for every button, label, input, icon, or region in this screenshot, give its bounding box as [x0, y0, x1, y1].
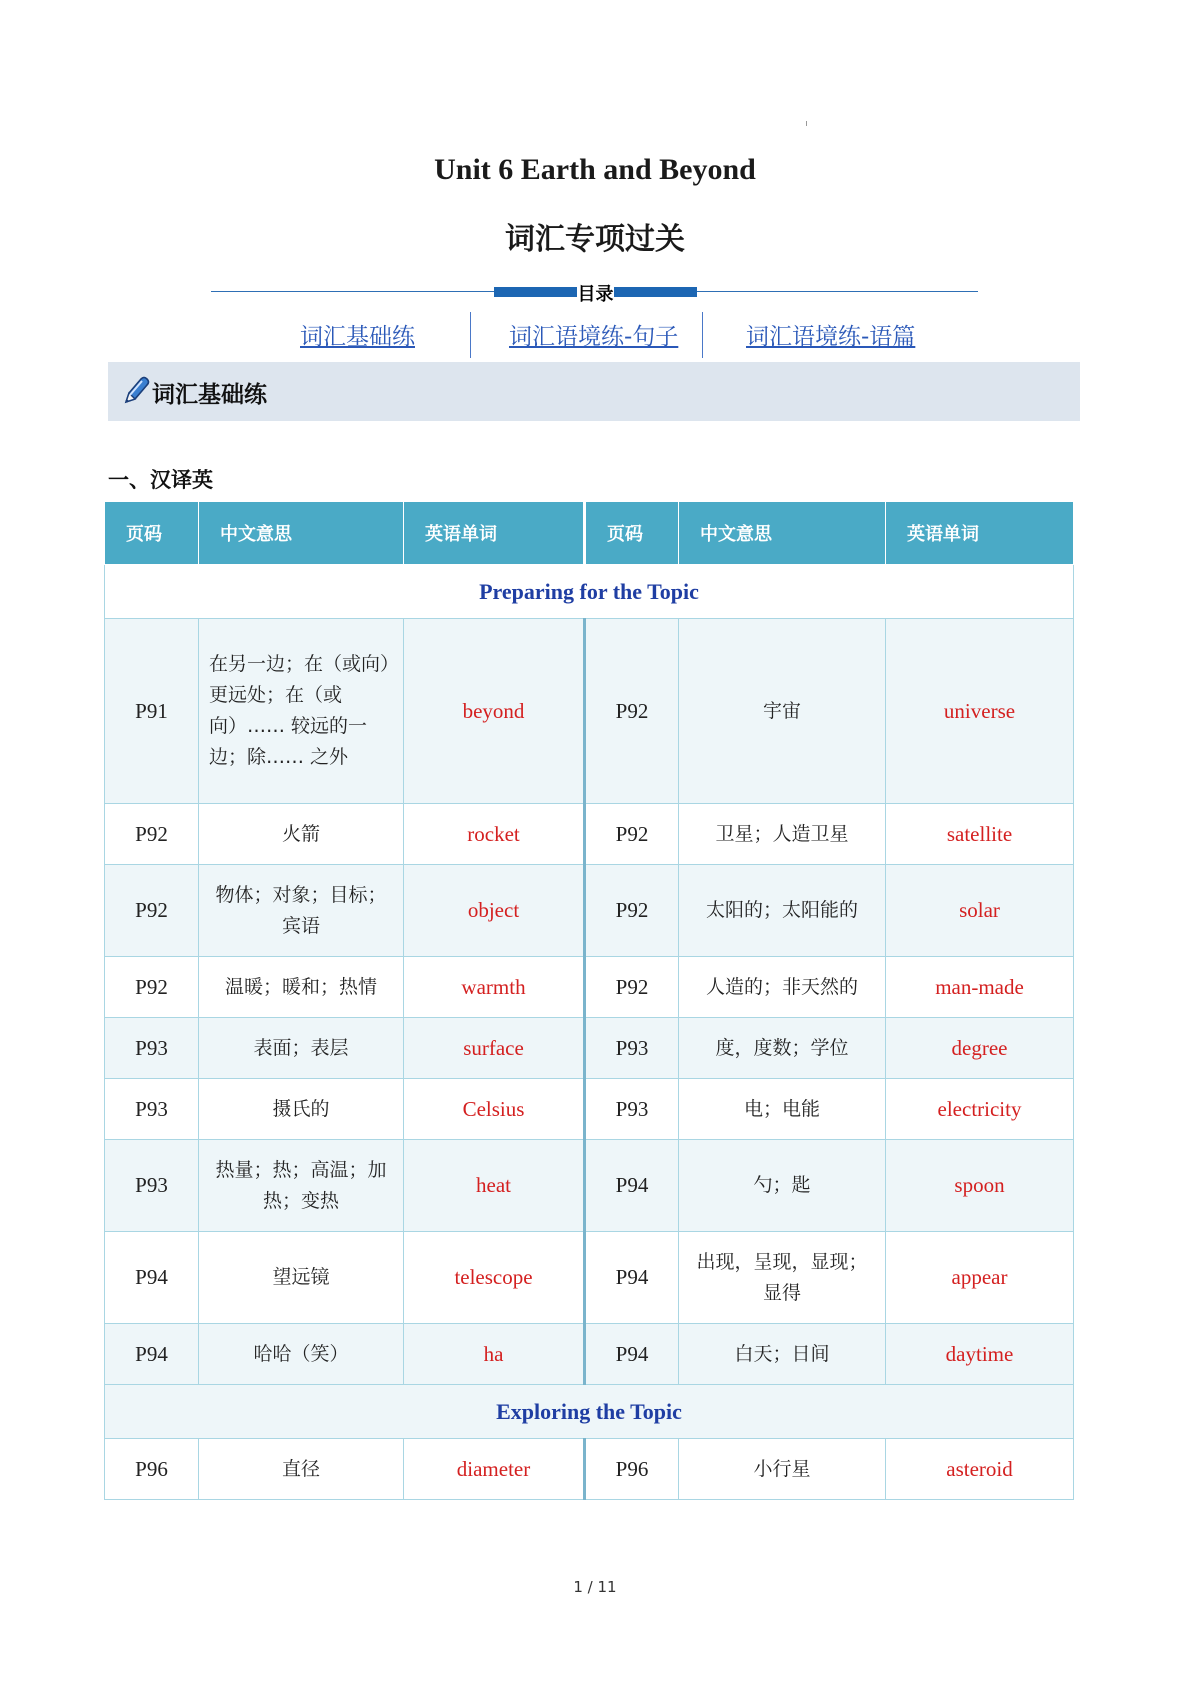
- chinese-cell: 电；电能: [679, 1079, 886, 1140]
- toc-link-basic[interactable]: 词汇基础练: [300, 324, 415, 350]
- chinese-cell: 望远镜: [199, 1232, 404, 1324]
- header-chinese: 中文意思: [679, 502, 886, 565]
- chinese-cell: 小行星: [679, 1439, 886, 1500]
- page-cell: P91: [105, 619, 199, 804]
- page-cell: P92: [105, 957, 199, 1018]
- chinese-cell: 热量；热；高温；加热；变热: [199, 1140, 404, 1232]
- english-cell: warmth: [404, 957, 585, 1018]
- english-cell: heat: [404, 1140, 585, 1232]
- chinese-cell: 哈哈（笑）: [199, 1324, 404, 1385]
- page-number: 1 / 11: [573, 1578, 617, 1596]
- chinese-cell: 白天；日间: [679, 1324, 886, 1385]
- toc-link-passage[interactable]: 词汇语境练-语篇: [746, 324, 916, 350]
- table-row: [105, 804, 1074, 865]
- toc-links: [0, 312, 1190, 358]
- header-english: 英语单词: [886, 502, 1074, 565]
- page-cell: P92: [585, 957, 679, 1018]
- header-english: 英语单词: [404, 502, 585, 565]
- part-title: 一、汉译英: [108, 468, 213, 492]
- english-cell: solar: [886, 865, 1074, 957]
- english-cell: appear: [886, 1232, 1074, 1324]
- toc-bar-right: [614, 287, 697, 297]
- vocabulary-table: [104, 501, 1074, 1500]
- english-cell: telescope: [404, 1232, 585, 1324]
- section-title-exploring: Exploring the Topic: [105, 1385, 1074, 1439]
- section-header: [108, 362, 1080, 421]
- page-cell: P92: [585, 804, 679, 865]
- chinese-cell: 勺；匙: [679, 1140, 886, 1232]
- toc-label: 目录: [577, 280, 614, 306]
- page-cell: P93: [105, 1018, 199, 1079]
- english-cell: object: [404, 865, 585, 957]
- table-row: [105, 1439, 1074, 1500]
- chinese-cell: 物体；对象；目标；宾语: [199, 865, 404, 957]
- english-cell: satellite: [886, 804, 1074, 865]
- english-cell: degree: [886, 1018, 1074, 1079]
- english-cell: surface: [404, 1018, 585, 1079]
- chinese-cell: 出现，呈现，显现；显得: [679, 1232, 886, 1324]
- chinese-cell: 卫星；人造卫星: [679, 804, 886, 865]
- english-cell: diameter: [404, 1439, 585, 1500]
- chinese-cell: 在另一边；在（或向）更远处；在（或向）…… 较远的一边；除…… 之外: [199, 619, 404, 804]
- page-cell: P92: [585, 865, 679, 957]
- page-cell: P92: [585, 619, 679, 804]
- english-cell: universe: [886, 619, 1074, 804]
- page-cell: P92: [105, 865, 199, 957]
- table-row: [105, 1079, 1074, 1140]
- english-cell: daytime: [886, 1324, 1074, 1385]
- page-cell: P94: [585, 1140, 679, 1232]
- english-cell: ha: [404, 1324, 585, 1385]
- chinese-cell: 太阳的；太阳能的: [679, 865, 886, 957]
- english-cell: man-made: [886, 957, 1074, 1018]
- page-cell: P94: [585, 1232, 679, 1324]
- section-row: [105, 1385, 1074, 1439]
- english-cell: rocket: [404, 804, 585, 865]
- page-cell: P92: [105, 804, 199, 865]
- section-title: 词汇基础练: [152, 382, 267, 408]
- chinese-cell: 火箭: [199, 804, 404, 865]
- chinese-cell: 度，度数；学位: [679, 1018, 886, 1079]
- page-subtitle: 词汇专项过关: [505, 222, 685, 257]
- table-row: [105, 1324, 1074, 1385]
- page-cell: P94: [105, 1232, 199, 1324]
- table-row: [105, 1018, 1074, 1079]
- page-title: Unit 6 Earth and Beyond: [434, 153, 756, 186]
- chinese-cell: 温暖；暖和；热情: [199, 957, 404, 1018]
- page-cell: P93: [105, 1140, 199, 1232]
- chinese-cell: 表面；表层: [199, 1018, 404, 1079]
- chinese-cell: 直径: [199, 1439, 404, 1500]
- toc-link-sentence[interactable]: 词汇语境练-句子: [509, 324, 679, 350]
- english-cell: asteroid: [886, 1439, 1074, 1500]
- page-mark: [806, 121, 807, 126]
- table-row: [105, 1232, 1074, 1324]
- english-cell: Celsius: [404, 1079, 585, 1140]
- header-chinese: 中文意思: [199, 502, 404, 565]
- header-page: 页码: [585, 502, 679, 565]
- english-cell: spoon: [886, 1140, 1074, 1232]
- header-page: 页码: [105, 502, 199, 565]
- table-row: [105, 619, 1074, 804]
- chinese-cell: 宇宙: [679, 619, 886, 804]
- chinese-cell: 摄氏的: [199, 1079, 404, 1140]
- section-title-preparing: Preparing for the Topic: [105, 565, 1074, 619]
- chinese-cell: 人造的；非天然的: [679, 957, 886, 1018]
- page-cell: P94: [105, 1324, 199, 1385]
- page-cell: P96: [585, 1439, 679, 1500]
- table-row: [105, 1140, 1074, 1232]
- section-row: [105, 565, 1074, 619]
- toc-bar-left: [494, 287, 577, 297]
- toc-separator: [702, 312, 703, 358]
- english-cell: beyond: [404, 619, 585, 804]
- pencil-icon: [122, 376, 150, 406]
- toc-separator: [470, 312, 471, 358]
- english-cell: electricity: [886, 1079, 1074, 1140]
- page-cell: P96: [105, 1439, 199, 1500]
- table-header-row: [105, 502, 1074, 565]
- table-row: [105, 957, 1074, 1018]
- page-cell: P94: [585, 1324, 679, 1385]
- page-cell: P93: [585, 1079, 679, 1140]
- table-row: [105, 865, 1074, 957]
- page-cell: P93: [105, 1079, 199, 1140]
- page-cell: P93: [585, 1018, 679, 1079]
